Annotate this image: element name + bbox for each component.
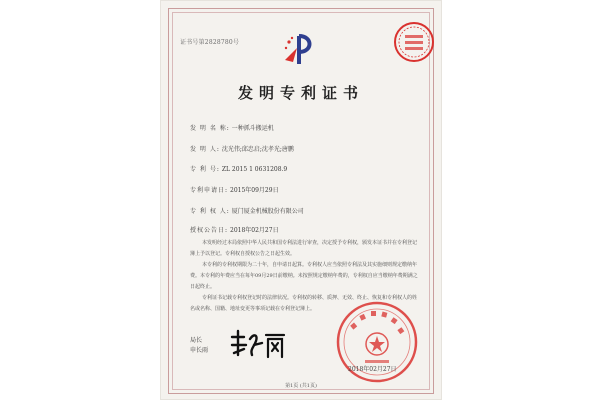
body-paragraph: 专利证书记载专利权登记时的法律状况。专利权的转移、质押、无效、终止、恢复和专利权人的姓名或名称、国籍、地址变更等事项记载在专利登记簿上。 bbox=[190, 295, 418, 312]
body-paragraph: 本专利的专利权期限为二十年，自申请日起算。专利权人应当依照专利法及其实施细则规定缴纳年费。本专利的年费应当在每年09月29日前缴纳。未按照规定缴纳年费的，专利权自应当缴纳年费期满之日起终止。 bbox=[190, 262, 418, 290]
field-patent-number bbox=[190, 164, 287, 173]
field-label: 发 明 人: bbox=[190, 146, 220, 153]
certificate-number: 证书号第2828780号 bbox=[180, 39, 240, 46]
field-value: 一种抓斗搬运机 bbox=[231, 125, 274, 132]
stamp-date: 2018年02月27日 bbox=[348, 366, 397, 373]
field-label: 专 利 号: bbox=[190, 166, 220, 173]
field-value: 沈光伟;邱忠启;沈孝光;唐鹏 bbox=[221, 146, 294, 153]
body-paragraph: 本发明经过本局依照中华人民共和国专利法进行审查，决定授予专利权，颁发本证书并在专利登记簿上予以登记。专利权自授权公告之日起生效。 bbox=[190, 240, 418, 257]
field-application-date bbox=[190, 185, 279, 194]
field-grant-date bbox=[190, 225, 279, 234]
patent-office-emblem-icon bbox=[279, 30, 319, 70]
certificate-sheet bbox=[160, 0, 442, 400]
field-label: 授权公告日: bbox=[190, 227, 229, 234]
field-value: 厦门厦金机械股份有限公司 bbox=[231, 208, 304, 215]
director-title: 局长 bbox=[190, 337, 203, 344]
field-value: 2015年09月29日 bbox=[230, 187, 279, 194]
page-number: 第1页 (共1页) bbox=[285, 383, 317, 389]
director-signature-icon bbox=[228, 329, 288, 361]
field-value: ZL 2015 1 0631208.9 bbox=[221, 166, 288, 173]
director-label bbox=[190, 336, 208, 356]
field-invention-name bbox=[190, 123, 274, 132]
certificate-title: 发明专利证书 bbox=[237, 84, 364, 102]
field-label: 专利申请日: bbox=[190, 187, 229, 194]
small-red-seal-icon bbox=[392, 20, 436, 64]
field-label: 发 明 名 称: bbox=[190, 125, 230, 132]
field-patentee bbox=[190, 206, 304, 215]
field-label: 专 利 权 人: bbox=[190, 208, 230, 215]
field-value: 2018年02月27日 bbox=[230, 227, 279, 234]
director-name: 申长雨 bbox=[190, 347, 209, 354]
field-inventors bbox=[190, 144, 294, 153]
